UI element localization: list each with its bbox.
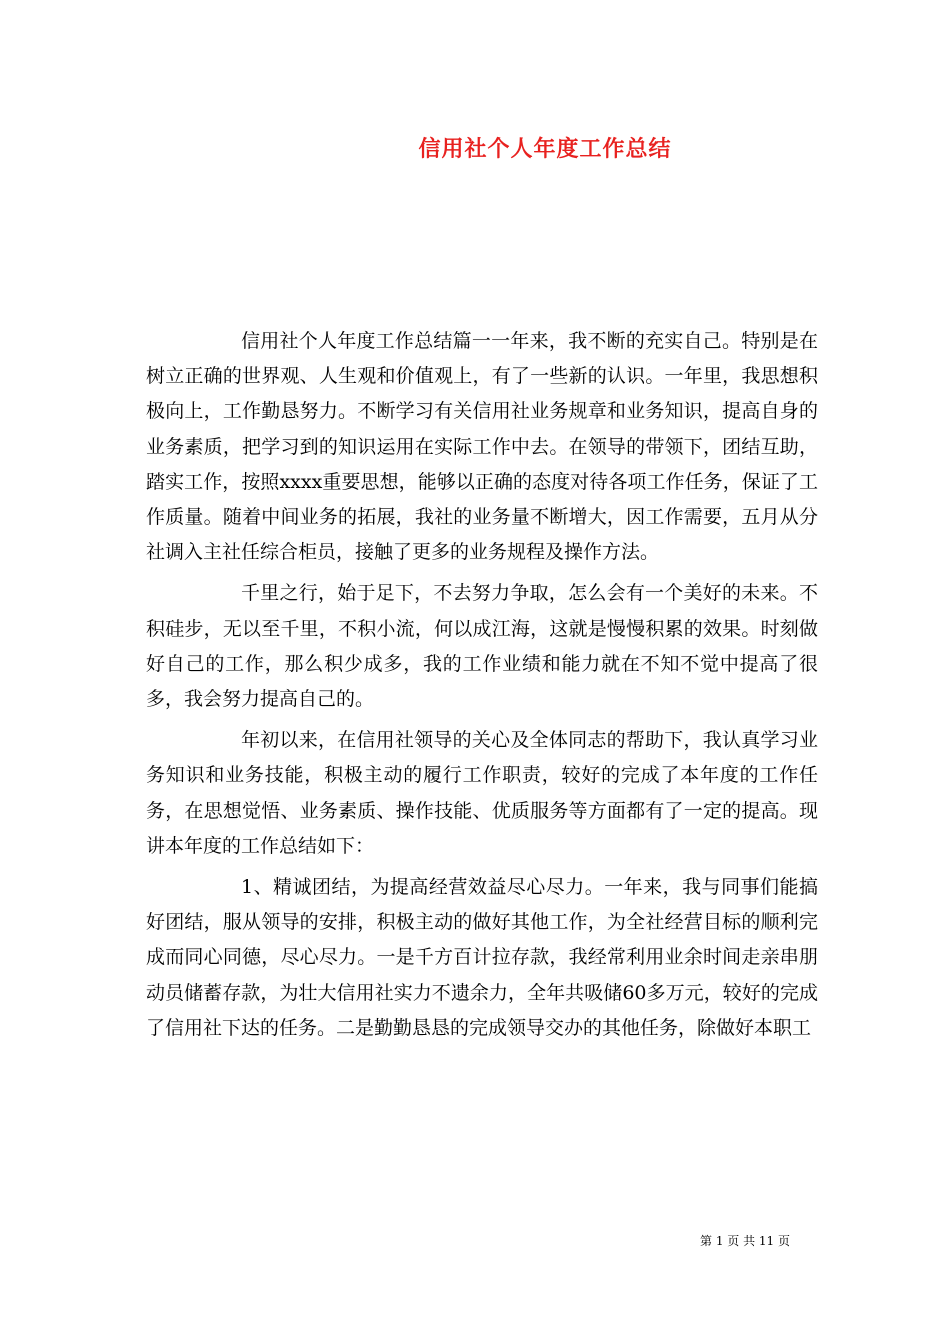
document-body bbox=[146, 324, 818, 1052]
page-number-footer: 第 1 页 共 11 页 bbox=[700, 1234, 790, 1248]
paragraph-2: 千里之行，始于足下，不去努力争取，怎么会有一个美好的未来。不积硅步，无以至千里，不积小流，何以成江海，这就是慢慢积累的效果。时刻做好自己的工作，那么积少成多，我的工作业绩和能力就在不知不觉中提高了很多，我会努力提高自己的。 bbox=[146, 582, 818, 711]
page-title: 信用社个人年度工作总结 bbox=[418, 136, 672, 162]
paragraph-4: 1、精诚团结，为提高经营效益尽心尽力。一年来，我与同事们能搞好团结，服从领导的安排，积极主动的做好其他工作，为全社经营目标的顺利完成而同心同德，尽心尽力。一是千方百计拉存款，我经常利用业余时间走亲串朋动员储蓄存款，为壮大信用社实力不遗余力，全年共吸储60多万元，较好的完成了信用社下达的任务。二是勤勤恳恳的完成领导交办的其他任务，除做好本职工 bbox=[146, 876, 818, 1039]
paragraph-1: 信用社个人年度工作总结篇一一年来，我不断的充实自己。特别是在树立正确的世界观、人生观和价值观上，有了一些新的认识。一年里，我思想积极向上，工作勤恳努力。不断学习有关信用社业务规章和业务知识，提高自身的业务素质，把学习到的知识运用在实际工作中去。在领导的带领下，团结互助，踏实工作，按照xxxx重要思想，能够以正确的态度对待各项工作任务，保证了工作质量。随着中间业务的拓展，我社的业务量不断增大，因工作需要，五月从分社调入主社任综合柜员，接触了更多的业务规程及操作方法。 bbox=[146, 330, 818, 564]
paragraph-3: 年初以来，在信用社领导的关心及全体同志的帮助下，我认真学习业务知识和业务技能，积极主动的履行工作职责，较好的完成了本年度的工作任务，在思想觉悟、业务素质、操作技能、优质服务等方面都有了一定的提高。现讲本年度的工作总结如下： bbox=[146, 729, 818, 857]
